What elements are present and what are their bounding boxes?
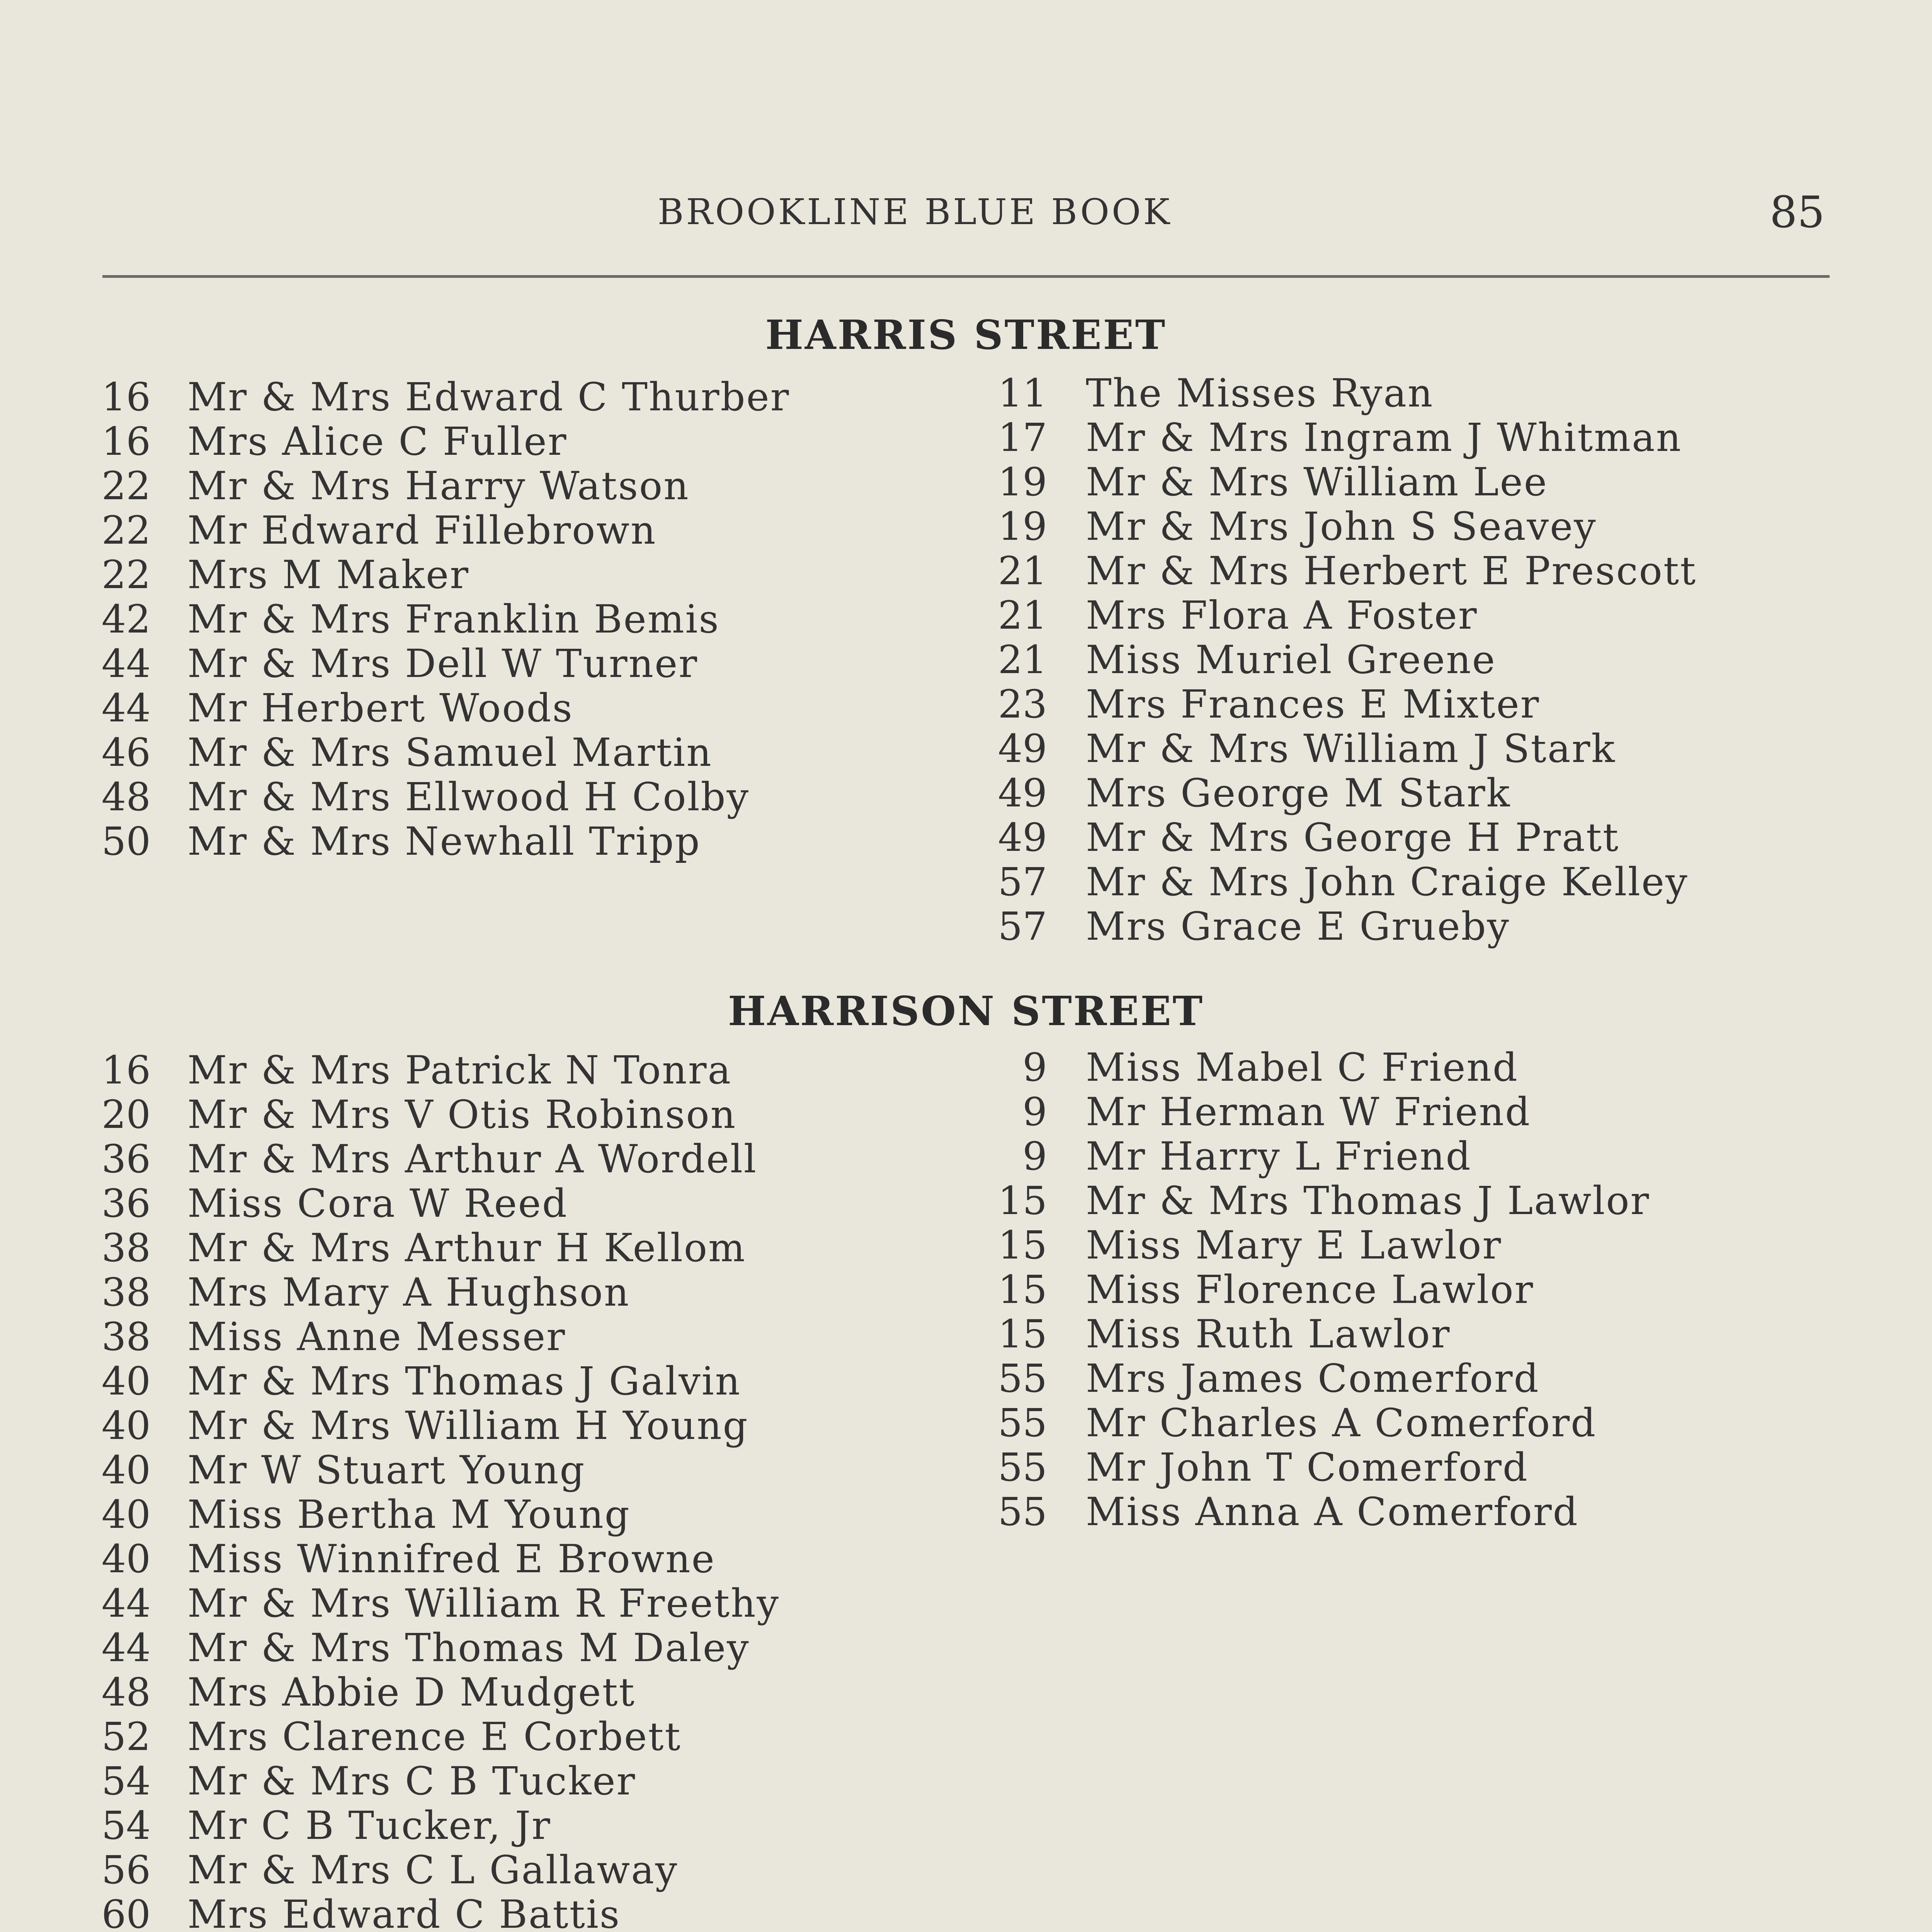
list-item: 17 Mr & Mrs Ingram J Whitman	[998, 415, 1682, 460]
list-item: 40 Miss Bertha M Young	[101, 1492, 631, 1537]
header-rule	[102, 275, 1830, 278]
harrison-street-right-column	[981, 1045, 1824, 1534]
list-item: 11 The Misses Ryan	[998, 371, 1434, 416]
list-item: 48 Mrs Abbie D Mudgett	[101, 1670, 636, 1715]
list-item: 9 Mr Harry L Friend	[1022, 1134, 1472, 1179]
harris-street-right-column	[981, 371, 1824, 949]
list-item: 9 Miss Mabel C Friend	[1022, 1045, 1519, 1090]
list-item: 46 Mr & Mrs Samuel Martin	[101, 730, 713, 775]
list-item: 16 Mr & Mrs Edward C Thurber	[101, 374, 790, 420]
running-head: BROOKLINE BLUE BOOK	[657, 191, 1172, 233]
list-item: 44 Mr Herbert Woods	[101, 685, 573, 731]
list-item: 56 Mr & Mrs C L Gallaway	[101, 1847, 679, 1893]
list-item: 49 Mrs George M Stark	[998, 770, 1511, 816]
list-item: 49 Mr & Mrs William J Stark	[998, 726, 1616, 771]
list-item: 15 Miss Mary E Lawlor	[998, 1223, 1502, 1268]
list-item: 22 Mr & Mrs Harry Watson	[101, 463, 690, 509]
list-item: 16 Mr & Mrs Patrick N Tonra	[101, 1048, 732, 1093]
list-item: 16 Mrs Alice C Fuller	[101, 419, 568, 464]
list-item: 49 Mr & Mrs George H Pratt	[998, 815, 1620, 860]
list-item: 21 Mr & Mrs Herbert E Prescott	[998, 548, 1697, 594]
section-title-harrison-street: HARRISON STREET	[728, 987, 1204, 1035]
list-item: 38 Miss Anne Messer	[101, 1314, 566, 1359]
list-item: 21 Miss Muriel Greene	[998, 637, 1496, 682]
list-item: 55 Mrs James Comerford	[998, 1356, 1540, 1401]
list-item: 54 Mr & Mrs C B Tucker	[101, 1759, 636, 1804]
list-item: 55 Miss Anna A Comerford	[998, 1489, 1579, 1534]
list-item: 57 Mrs Grace E Grueby	[998, 904, 1510, 949]
list-item: 40 Mr W Stuart Young	[101, 1447, 586, 1493]
list-item: 20 Mr & Mrs V Otis Robinson	[101, 1092, 737, 1137]
list-item: 15 Miss Ruth Lawlor	[998, 1311, 1451, 1357]
list-item: 36 Miss Cora W Reed	[101, 1181, 568, 1226]
list-item: 55 Mr Charles A Comerford	[998, 1400, 1597, 1446]
list-item: 44 Mr & Mrs Dell W Turner	[101, 641, 699, 686]
list-item: 22 Mrs M Maker	[101, 552, 470, 597]
list-item: 15 Miss Florence Lawlor	[998, 1267, 1534, 1312]
list-item: 55 Mr John T Comerford	[998, 1445, 1529, 1490]
list-item: 19 Mr & Mrs John S Seavey	[998, 504, 1597, 549]
list-item: 9 Mr Herman W Friend	[1022, 1089, 1531, 1134]
list-item: 48 Mr & Mrs Ellwood H Colby	[101, 774, 750, 820]
list-item: 60 Mrs Edward C Battis	[101, 1892, 621, 1932]
list-item: 21 Mrs Flora A Foster	[998, 593, 1478, 638]
list-item: 22 Mr Edward Fillebrown	[101, 508, 657, 553]
list-item: 44 Mr & Mrs Thomas M Daley	[101, 1625, 750, 1670]
list-item: 36 Mr & Mrs Arthur A Wordell	[101, 1136, 757, 1182]
list-item: 54 Mr C B Tucker, Jr	[101, 1803, 551, 1848]
list-item: 44 Mr & Mrs William R Freethy	[101, 1581, 780, 1626]
list-item: 23 Mrs Frances E Mixter	[998, 682, 1540, 727]
list-item: 19 Mr & Mrs William Lee	[998, 459, 1548, 505]
harrison-street-left-column	[85, 1048, 951, 1932]
list-item: 38 Mr & Mrs Arthur H Kellom	[101, 1225, 746, 1270]
list-item: 15 Mr & Mrs Thomas J Lawlor	[998, 1178, 1650, 1223]
list-item: 38 Mrs Mary A Hughson	[101, 1270, 630, 1315]
section-title-harris-street: HARRIS STREET	[765, 311, 1167, 359]
list-item: 40 Mr & Mrs William H Young	[101, 1403, 749, 1448]
list-item: 40 Miss Winnifred E Browne	[101, 1536, 716, 1582]
list-item: 52 Mrs Clarence E Corbett	[101, 1714, 682, 1759]
list-item: 42 Mr & Mrs Franklin Bemis	[101, 597, 720, 642]
list-item: 50 Mr & Mrs Newhall Tripp	[101, 819, 701, 864]
list-item: 40 Mr & Mrs Thomas J Galvin	[101, 1359, 742, 1404]
list-item: 57 Mr & Mrs John Craige Kelley	[998, 859, 1689, 905]
harris-street-left-column	[85, 375, 951, 864]
page-number: 85	[1770, 187, 1825, 238]
